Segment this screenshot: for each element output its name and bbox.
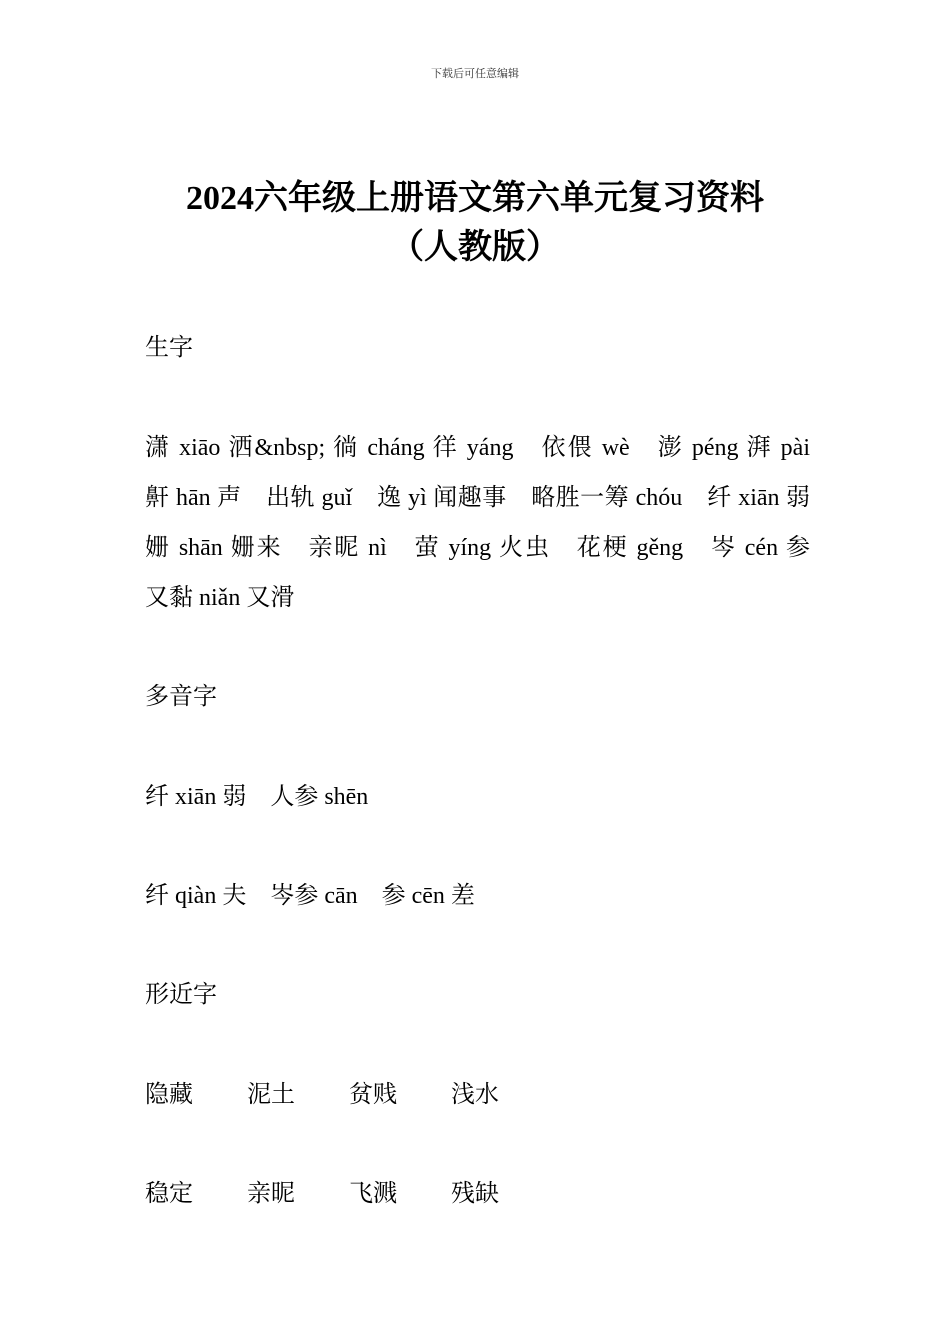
title-line-1: 2024六年级上册语文第六单元复习资料 [186, 180, 764, 217]
similar-chars-row-1 [145, 1070, 810, 1120]
similar-word: 稳定 [145, 1181, 193, 1207]
similar-word: 泥土 [247, 1082, 295, 1108]
polyphonic-line-2: 纤 qiàn 夫 岑参 cān 参 cēn 差 [145, 883, 475, 909]
new-chars-paragraph: 潇 xiāo 洒&nbsp; 徜 cháng 徉 yáng 依偎 wè 澎 péng 湃 pài 鼾 hān 声 出轨 guǐ 逸 yì 闻趣事 略胜一筹 chóu 纤 xiān 弱 姗 shān 姗来 亲昵 nì 萤 yíng 火虫 花梗 gěng 岑 cén 参 又黏 niǎn 又滑 [145, 435, 834, 611]
similar-word: 隐藏 [145, 1082, 193, 1108]
similar-word: 亲昵 [247, 1181, 295, 1207]
similar-word: 飞溅 [349, 1181, 397, 1207]
section-heading-similar: 形近字 [145, 982, 217, 1008]
similar-chars-row-2 [145, 1169, 810, 1219]
document-title [100, 174, 850, 272]
title-line-2: （人教版） [390, 229, 560, 266]
section-heading-polyphonic: 多音字 [145, 684, 217, 710]
similar-word: 浅水 [451, 1082, 499, 1108]
similar-word: 贫贱 [349, 1082, 397, 1108]
section-heading-new-chars: 生字 [145, 335, 193, 361]
polyphonic-line-1: 纤 xiān 弱 人参 shēn [145, 784, 369, 810]
similar-word: 残缺 [451, 1181, 499, 1207]
page-header-note: 下载后可任意编辑 [431, 68, 519, 80]
